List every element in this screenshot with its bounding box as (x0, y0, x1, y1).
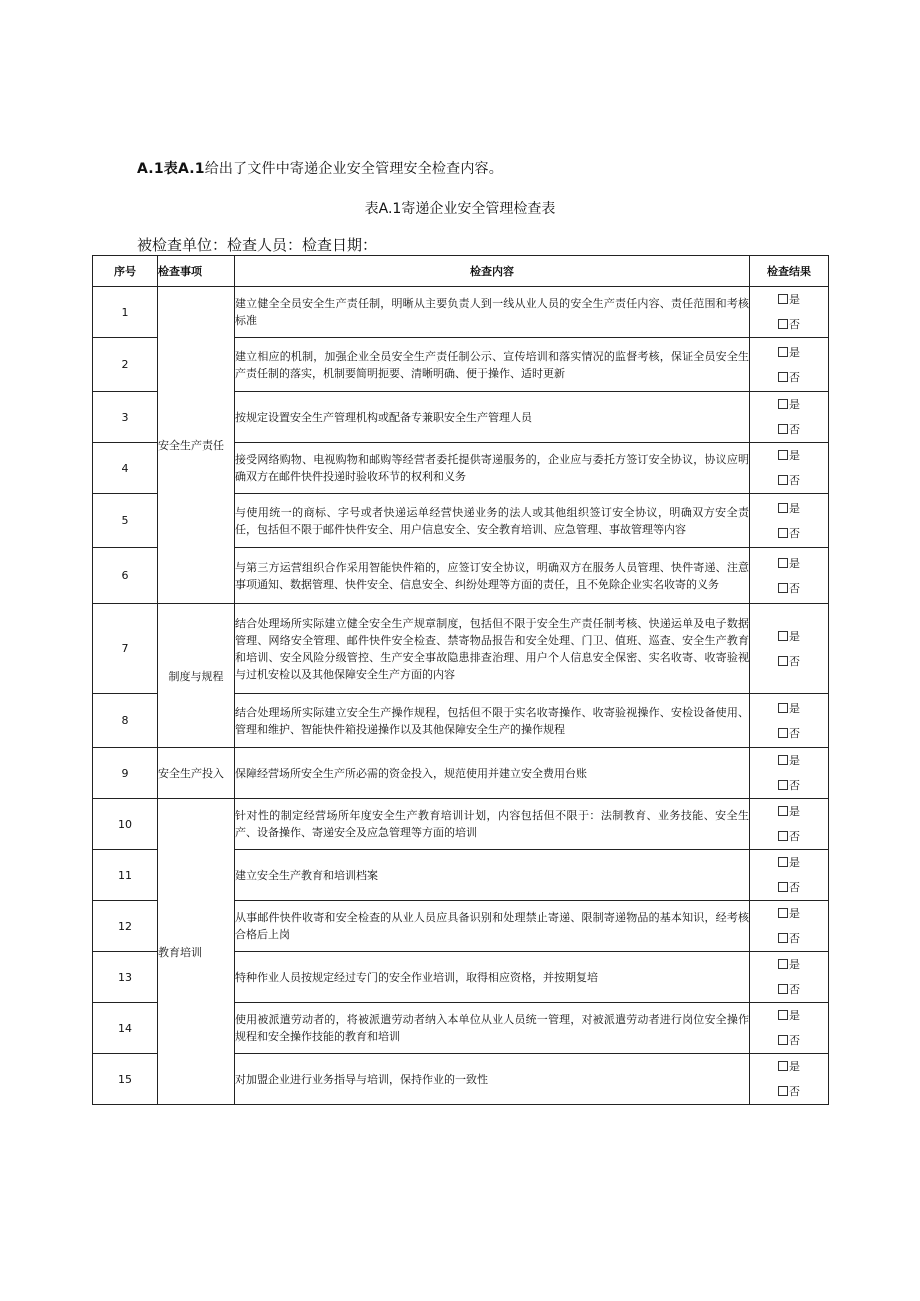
row-content: 结合处理场所实际建立健全安全生产规章制度，包括但不限于安全生产责任制考核、快递运单及电子数据管理、网络安全管理、邮件快件安全检查、禁寄物品报告和安全处理、门卫、值班、巡查、安全生产教育和培训、安全风险分级管控、生产安全事故隐患排查治理、用户个人信息安全保密、实名收寄、收寄验视与过机安检以及其他保障安全生产方面的内容 (235, 604, 750, 694)
row-content: 从事邮件快件收寄和安全检查的从业人员应具备识别和处理禁止寄递、限制寄递物品的基本知识，经考核合格后上岗 (235, 901, 750, 952)
no-label: 否 (789, 654, 800, 668)
result-cell (750, 392, 829, 443)
yes-label: 是 (789, 449, 800, 462)
category-cell: 教育培训 (158, 799, 235, 1105)
header-item: 检查事项 (158, 256, 235, 287)
row-content: 对加盟企业进行业务指导与培训，保持作业的一致性 (235, 1054, 750, 1105)
category-cell: 安全生产投入 (158, 748, 235, 799)
yes-option[interactable] (750, 952, 828, 977)
no-label: 否 (789, 370, 800, 384)
checkbox-icon (778, 806, 788, 816)
result-cell (750, 1003, 829, 1054)
yes-label: 是 (789, 629, 800, 643)
row-content: 保障经营场所安全生产所必需的资金投入，规范使用并建立安全费用台账 (235, 748, 750, 799)
row-number: 11 (93, 850, 158, 901)
no-option[interactable] (750, 1079, 828, 1104)
row-number: 2 (93, 338, 158, 392)
no-option[interactable] (750, 977, 828, 1002)
row-number: 15 (93, 1054, 158, 1105)
checkbox-icon (778, 424, 788, 434)
no-label: 否 (789, 423, 800, 436)
yes-option[interactable] (750, 748, 828, 773)
yes-option[interactable] (750, 850, 828, 875)
header-no: 序号 (93, 256, 158, 287)
row-content: 特种作业人员按规定经过专门的安全作业培训，取得相应资格，并按期复培 (235, 952, 750, 1003)
intro-bold-prefix: A.1表A.1 (137, 161, 205, 177)
result-cell (750, 850, 829, 901)
checkbox-icon (778, 656, 788, 666)
checkbox-icon (778, 399, 788, 409)
yes-option[interactable] (750, 624, 828, 649)
checkbox-icon (778, 503, 788, 513)
yes-option[interactable] (750, 551, 828, 576)
yes-option[interactable] (750, 1054, 828, 1079)
row-content: 与第三方运营组织合作采用智能快件箱的，应签订安全协议，明确双方在服务人员管理、快件寄递、注意事项通知、数据管理、快件安全、信息安全、纠纷处理等方面的责任，且不免除企业实名收寄的义务 (235, 548, 750, 604)
checkbox-icon (778, 755, 788, 765)
checkbox-icon (778, 319, 788, 329)
result-cell (750, 338, 829, 392)
row-number: 10 (93, 799, 158, 850)
row-content: 建立相应的机制，加强企业全员安全生产责任制公示、宣传培训和落实情况的监督考核，保证全员安全生产责任制的落实，机制要简明扼要、清晰明确、便于操作、适时更新 (235, 338, 750, 392)
row-number: 12 (93, 901, 158, 952)
checkbox-icon (778, 831, 788, 841)
no-label: 否 (789, 726, 800, 740)
no-option[interactable] (750, 773, 828, 798)
row-number: 4 (93, 443, 158, 494)
table-row (93, 799, 829, 850)
yes-label: 是 (789, 556, 800, 570)
no-option[interactable] (750, 649, 828, 674)
no-option[interactable] (750, 1028, 828, 1053)
result-cell (750, 1054, 829, 1105)
yes-label: 是 (789, 293, 800, 306)
checkbox-icon (778, 1061, 788, 1071)
yes-option[interactable] (750, 340, 828, 365)
row-number: 3 (93, 392, 158, 443)
category-cell: 安全生产责任 (158, 287, 235, 604)
result-cell (750, 799, 829, 850)
checkbox-icon (778, 728, 788, 738)
row-content: 与使用统一的商标、字号或者快递运单经营快递业务的法人或其他组织签订安全协议，明确双方安全责任，包括但不限于邮件快件安全、用户信息安全、安全教育培训、应急管理、事故管理等内容 (235, 494, 750, 548)
row-content: 按规定设置安全生产管理机构或配备专兼职安全生产管理人员 (235, 392, 750, 443)
no-label: 否 (789, 318, 800, 331)
inspection-table (92, 255, 829, 1105)
row-number: 14 (93, 1003, 158, 1054)
yes-option[interactable] (750, 799, 828, 824)
category-cell: 制度与规程 (158, 604, 235, 748)
row-content: 建立安全生产教育和培训档案 (235, 850, 750, 901)
checkbox-icon (778, 372, 788, 382)
result-cell (750, 901, 829, 952)
inspection-meta-line: 被检查单位：检查人员：检查日期： (137, 236, 378, 254)
header-content: 检查内容 (235, 256, 750, 287)
row-number: 7 (93, 604, 158, 694)
yes-option[interactable] (750, 496, 828, 521)
no-option[interactable] (750, 312, 828, 337)
table-row (93, 287, 829, 338)
yes-label: 是 (789, 1060, 800, 1073)
no-option[interactable] (750, 576, 828, 601)
row-number: 6 (93, 548, 158, 604)
no-option[interactable] (750, 875, 828, 900)
yes-option[interactable] (750, 392, 828, 417)
result-cell (750, 694, 829, 748)
table-row (93, 604, 829, 694)
no-label: 否 (789, 881, 800, 894)
table-header-row (93, 256, 829, 287)
intro-paragraph (137, 158, 503, 178)
yes-label: 是 (789, 501, 800, 515)
yes-option[interactable] (750, 1003, 828, 1028)
yes-option[interactable] (750, 287, 828, 312)
no-option[interactable] (750, 721, 828, 746)
checkbox-icon (778, 294, 788, 304)
checkbox-icon (778, 475, 788, 485)
checkbox-icon (778, 1086, 788, 1096)
yes-option[interactable] (750, 901, 828, 926)
intro-text: 给出了文件中寄递企业安全管理安全检查内容。 (204, 161, 503, 177)
result-cell (750, 494, 829, 548)
checkbox-icon (778, 908, 788, 918)
checkbox-icon (778, 1010, 788, 1020)
table-row (93, 748, 829, 799)
result-cell (750, 604, 829, 694)
checkbox-icon (778, 631, 788, 641)
header-result: 检查结果 (750, 256, 829, 287)
checkbox-icon (778, 857, 788, 867)
row-content: 建立健全全员安全生产责任制，明晰从主要负责人到一线从业人员的安全生产责任内容、责任范围和考核标准 (235, 287, 750, 338)
yes-label: 是 (789, 907, 800, 920)
yes-option[interactable] (750, 696, 828, 721)
no-label: 否 (789, 779, 800, 792)
no-option[interactable] (750, 468, 828, 493)
no-option[interactable] (750, 824, 828, 849)
row-number: 9 (93, 748, 158, 799)
yes-label: 是 (789, 754, 800, 767)
checkbox-icon (778, 703, 788, 713)
yes-label: 是 (789, 701, 800, 715)
checkbox-icon (778, 882, 788, 892)
checkbox-icon (778, 583, 788, 593)
row-number: 8 (93, 694, 158, 748)
no-label: 否 (789, 932, 800, 945)
yes-label: 是 (789, 345, 800, 359)
no-label: 否 (789, 581, 800, 595)
no-label: 否 (789, 1034, 800, 1047)
no-option[interactable] (750, 521, 828, 546)
checkbox-icon (778, 347, 788, 357)
yes-label: 是 (789, 1009, 800, 1022)
result-cell (750, 287, 829, 338)
result-cell (750, 443, 829, 494)
no-label: 否 (789, 983, 800, 996)
no-label: 否 (789, 474, 800, 487)
yes-label: 是 (789, 856, 800, 869)
yes-option[interactable] (750, 443, 828, 468)
table-title: 表A.1寄递企业安全管理检查表 (364, 201, 556, 217)
checkbox-icon (778, 1035, 788, 1045)
row-number: 5 (93, 494, 158, 548)
no-option[interactable] (750, 926, 828, 951)
row-number: 13 (93, 952, 158, 1003)
checkbox-icon (778, 528, 788, 538)
checkbox-icon (778, 984, 788, 994)
yes-label: 是 (789, 398, 800, 411)
checkbox-icon (778, 450, 788, 460)
no-option[interactable] (750, 365, 828, 390)
result-cell (750, 952, 829, 1003)
row-number: 1 (93, 287, 158, 338)
row-content: 针对性的制定经营场所年度安全生产教育培训计划，内容包括但不限于：法制教育、业务技能、安全生产、设备操作、寄递安全及应急管理等方面的培训 (235, 799, 750, 850)
result-cell (750, 748, 829, 799)
row-content: 接受网络购物、电视购物和邮购等经营者委托提供寄递服务的，企业应与委托方签订安全协议，协议应明确双方在邮件快件投递时验收环节的权利和义务 (235, 443, 750, 494)
result-cell (750, 548, 829, 604)
checkbox-icon (778, 959, 788, 969)
no-label: 否 (789, 1085, 800, 1098)
checkbox-icon (778, 558, 788, 568)
no-label: 否 (789, 526, 800, 540)
no-option[interactable] (750, 417, 828, 442)
yes-label: 是 (789, 805, 800, 818)
row-content: 使用被派遣劳动者的，将被派遣劳动者纳入本单位从业人员统一管理，对被派遣劳动者进行岗位安全操作规程和安全操作技能的教育和培训 (235, 1003, 750, 1054)
checkbox-icon (778, 780, 788, 790)
no-label: 否 (789, 830, 800, 843)
row-content: 结合处理场所实际建立安全生产操作规程，包括但不限于实名收寄操作、收寄验视操作、安检设备使用、管理和维护、智能快件箱投递操作以及其他保障安全生产的操作规程 (235, 694, 750, 748)
yes-label: 是 (789, 958, 800, 971)
checkbox-icon (778, 933, 788, 943)
